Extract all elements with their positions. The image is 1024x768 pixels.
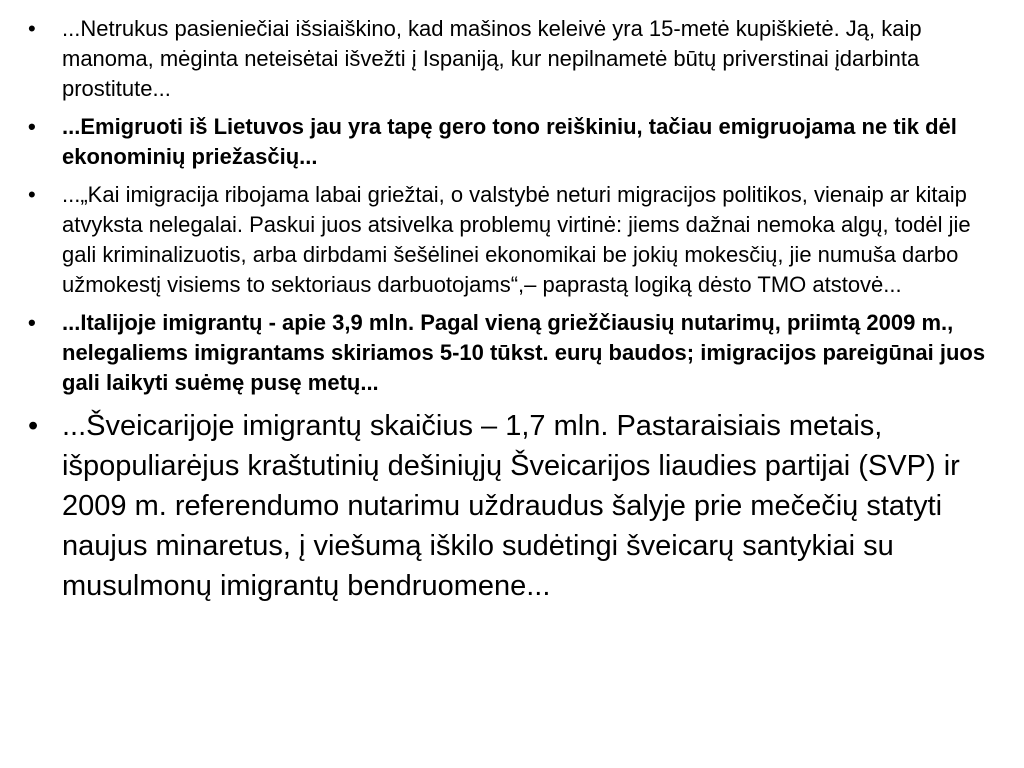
bullet-list	[28, 14, 1004, 606]
bullet-dot: •	[28, 16, 36, 41]
bullet-item-1	[28, 14, 1004, 104]
bullet-text-1: ...Netrukus pasieniečiai išsiaiškino, kad mašinos keleivė yra 15-metė kupiškietė. Ją, kaip manoma, mėginta neteisėtai išvežti į Ispaniją, kur nepilnametė būtų priverstinai įdarbinta prostitute...	[62, 16, 922, 101]
bullet-dot: •	[28, 114, 36, 139]
bullet-dot: •	[28, 182, 36, 207]
bullet-item-3	[28, 180, 1004, 300]
bullet-item-4	[28, 308, 1004, 398]
bullet-text-3: ...„Kai imigracija ribojama labai griežtai, o valstybė neturi migracijos politikos, vienaip ar kitaip atvyksta nelegalai. Paskui juos atsivelka problemų virtinė: jiems dažnai nemoka algų, todėl jie gali kriminalizuotis, arba dirbdami šešėlinei ekonomikai be jokių mokesčių, jie numuša darbo užmokestį visiems to sektoriaus darbuotojams“,– paprastą logiką dėsto TMO atstovė...	[62, 182, 971, 297]
bullet-dot: •	[28, 410, 39, 442]
bullet-text-2: ...Emigruoti iš Lietuvos jau yra tapę gero tono reiškiniu, tačiau emigruojama ne tik dėl ekonominių priežasčių...	[62, 114, 957, 169]
bullet-item-5	[28, 406, 1004, 606]
bullet-item-2	[28, 112, 1004, 172]
bullet-text-4: ...Italijoje imigrantų - apie 3,9 mln. Pagal vieną griežčiausių nutarimų, priimtą 2009 m., nelegaliems imigrantams skiriamos 5-10 tūkst. eurų baudos; imigracijos pareigūnai juos gali laikyti suėmę pusę metų...	[62, 310, 986, 395]
bullet-dot: •	[28, 310, 36, 335]
bullet-text-5: ...Šveicarijoje imigrantų skaičius – 1,7 mln. Pastaraisiais metais, išpopuliarėjus kraštutinių dešiniųjų Šveicarijos liaudies partijai (SVP) ir 2009 m. referendumo nutarimu uždraudus šalyje prie mečečių statyti naujus minaretus, į viešumą iškilo sudėtingi šveicarų santykiai su musulmonų imigrantų bendruomene...	[62, 410, 960, 602]
